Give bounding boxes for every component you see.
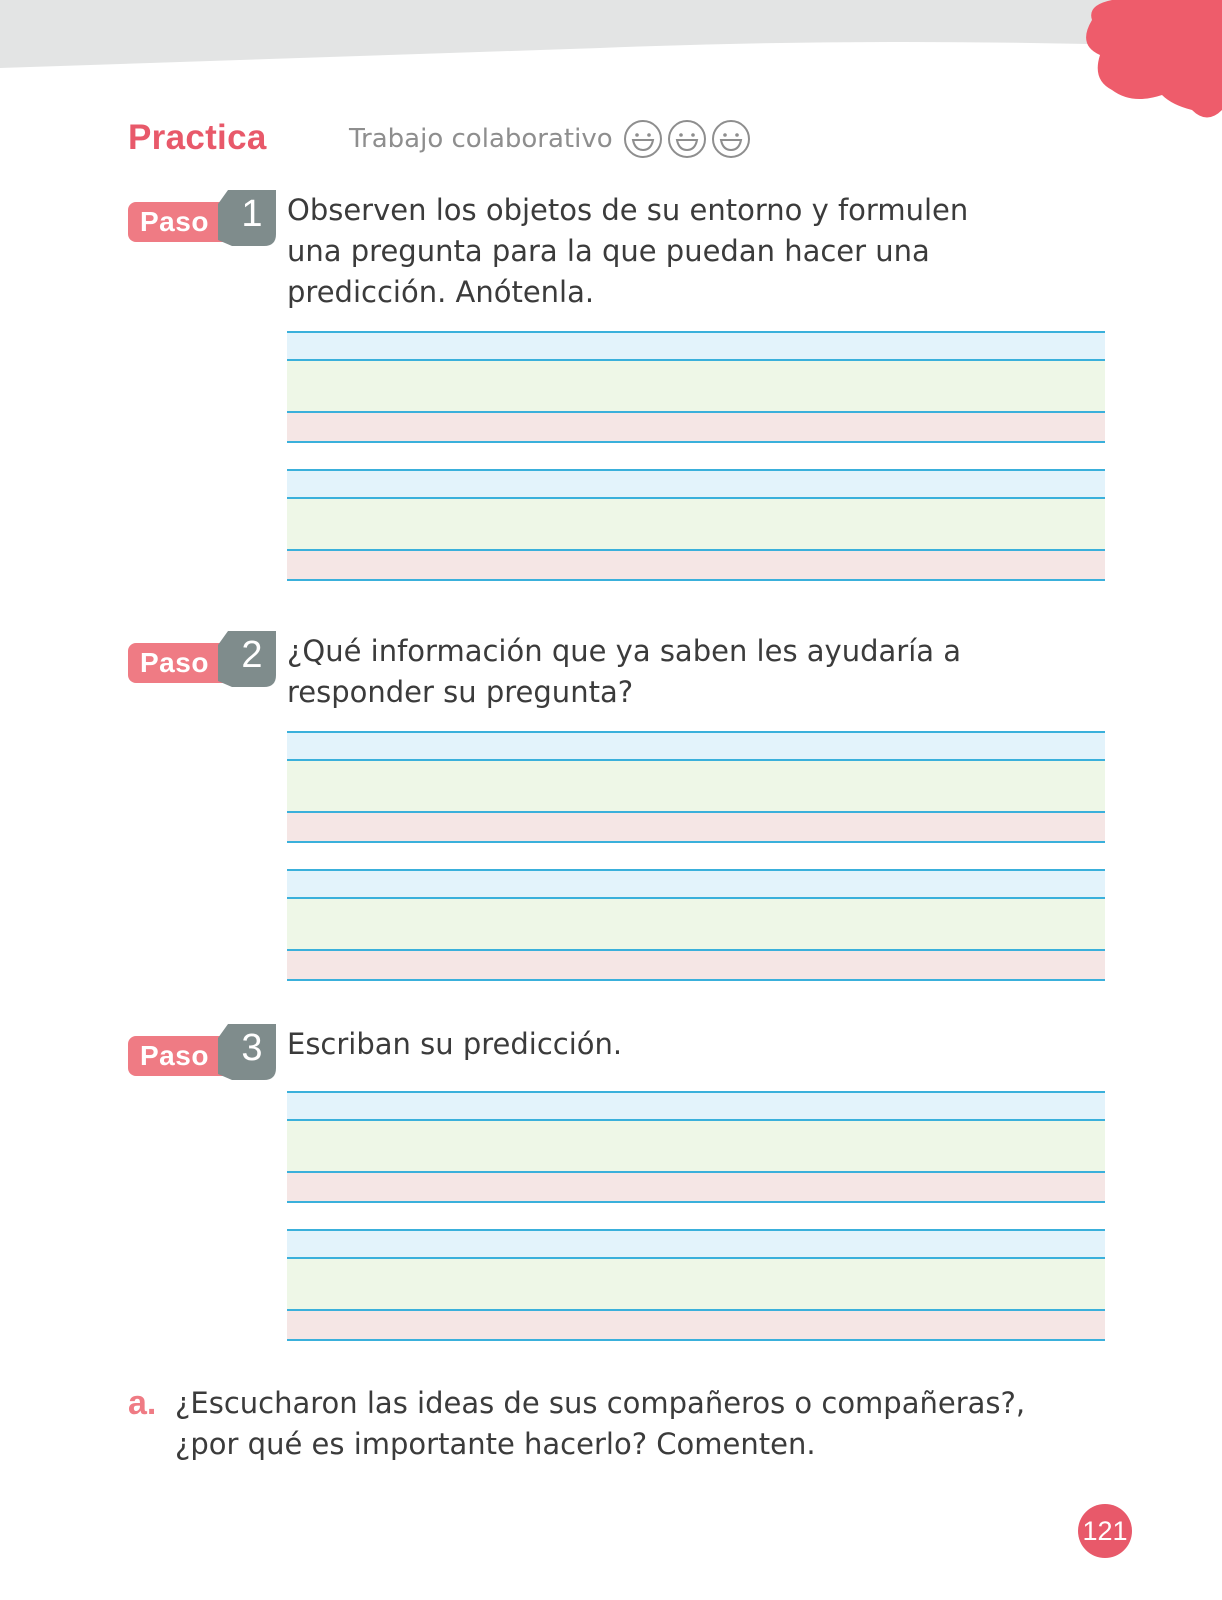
paso-label: Paso [140,647,209,678]
top-decorative-band [0,0,1222,80]
writing-area-step-1[interactable] [287,331,1105,607]
step-number: 3 [241,1027,263,1069]
writing-line[interactable] [287,331,1105,443]
step-number: 1 [241,193,263,235]
section-heading: Practica [128,118,267,157]
paso-label: Paso [140,206,209,237]
page-number-badge [1078,1504,1132,1558]
step-instruction: Observen los objetos de su entorno y formulen una pregunta para la que puedan hacer una predicción. Anótenla. [287,193,969,309]
corner-decoration [1072,0,1222,125]
page-number: 121 [1082,1515,1128,1546]
writing-line[interactable] [287,869,1105,981]
writing-line[interactable] [287,731,1105,843]
writing-line[interactable] [287,469,1105,581]
writing-area-step-3[interactable] [287,1091,1105,1367]
writing-line[interactable] [287,1229,1105,1341]
collaborative-label: Trabajo colaborativo [349,124,613,154]
collaborative-work-indicator [349,119,755,159]
step-badge [128,190,276,246]
step-badge [128,631,276,687]
step-instruction: ¿Qué información que ya saben les ayudaría a responder su pregunta? [287,634,962,709]
smiley-icon [623,119,663,159]
paso-label: Paso [140,1040,209,1071]
smiley-icon [711,119,751,159]
question-text: ¿Escucharon las ideas de sus compañeros o compañeras?, ¿por qué es importante hacerlo? Comenten. [175,1386,1026,1461]
step-instruction: Escriban su predicción. [287,1027,623,1061]
smiley-icon [667,119,707,159]
question-letter: a. [128,1384,157,1422]
step-badge [128,1024,276,1080]
step-number: 2 [241,634,263,676]
writing-line[interactable] [287,1091,1105,1203]
writing-area-step-2[interactable] [287,731,1105,1007]
